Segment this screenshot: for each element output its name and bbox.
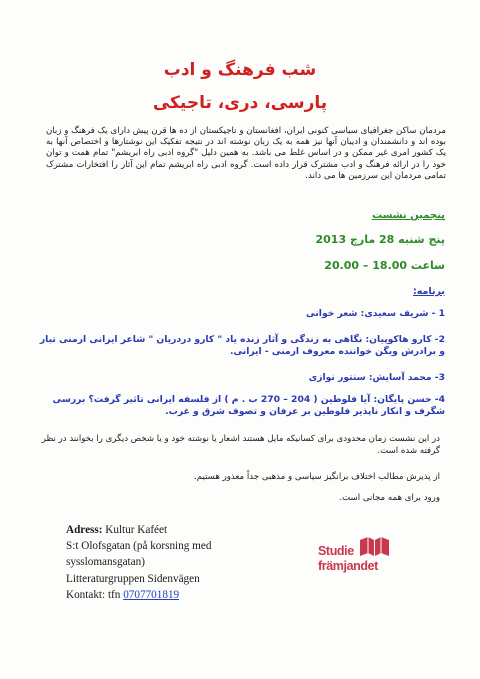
intro-paragraph: مردمان ساکن جغرافیای سیاسی کنونی ایران، افغانستان و تاجیکستان از ده ها قرن پیش دارای یک فرهنگ و زبان بوده اند و دانشمندان و ادیبان آنها نیز همه به یک زبان نوشته اند در نتیجه تفکیک این نوشتارها و اختصاص آنها به یک کشور امری غیر ممکن و در اساس غلط می باشد. به همین دلیل "گروه ادبی راه ابریشم" تمام همت و توان خود را در ارائه فرهنگ و ادب مشترک قرار داده است. گروه ادبی راه ابریشم تمام این آثار را افتخارات مشترک تمامی مردمان این سرزمین ها می داند. <box>46 126 446 181</box>
note-free-entry: ورود برای همه مجانی است. <box>339 493 440 503</box>
program-item: 3- محمد آسایش: سنتور نوازی <box>308 372 445 383</box>
address-block <box>66 522 276 603</box>
studiefrämjandet-logo <box>318 536 428 584</box>
session-label: پنجمین نشست <box>371 210 445 221</box>
event-date: پنج شنبه 28 مارچ 2013 <box>315 233 445 246</box>
address-street: S:t Olofsgatan (på korsning med sysslomansgatan) <box>66 540 212 569</box>
note-reading-time: در این نشست زمان محدودی برای کسانیکه مایل هستند اشعار یا نوشته خود و یا شخص دیگری را بخوانند در نظر گرفته شده است. <box>41 434 440 456</box>
program-item: 1 - شریف سعیدی: شعر خوانی <box>306 308 445 319</box>
books-icon <box>358 536 392 558</box>
title-line-1: شب فرهنگ و ادب <box>163 60 317 80</box>
program-item: 2- کارو هاکوپیان: نگاهی به زندگی و آثار زنده یاد " کارو دردریان " شاعر ایرانی ارمنی تبار و برادرش ویگن خواننده معروف ارمنی - ایرانی. <box>39 334 445 357</box>
note-no-politics: از پذیرش مطالب اختلاف برانگیز سیاسی و مذهبی جداً معذور هستیم. <box>194 472 440 482</box>
logo-text-line-2: främjandet <box>318 559 378 573</box>
logo-text-line-1: Studie <box>318 544 354 558</box>
address-label: Adress: <box>66 524 103 536</box>
program-label: برنامه: <box>412 286 445 297</box>
contact-label: Kontakt: tfn <box>66 588 121 601</box>
phone-link[interactable]: 0707701819 <box>123 588 180 601</box>
group-name: Litteraturgruppen Sidenvägen <box>66 572 200 585</box>
program-item: 4- حسن پایگان: آیا فلوطین ( 204 – 270 ب . م ) از فلسفه ایرانی تاثیر گرفت؟ بررسی شگرف و انکار ناپذیر فلوطین بر عرفان و تصوف شرق و غرب. <box>52 394 445 417</box>
address-line-venue <box>66 522 276 538</box>
event-time: ساعت 18.00 – 20.00 <box>324 259 445 272</box>
venue-name: Kultur Kaféet <box>105 524 168 536</box>
title-line-2: پارسی، دری، تاجیکی <box>152 93 328 113</box>
contact-line <box>66 587 276 603</box>
